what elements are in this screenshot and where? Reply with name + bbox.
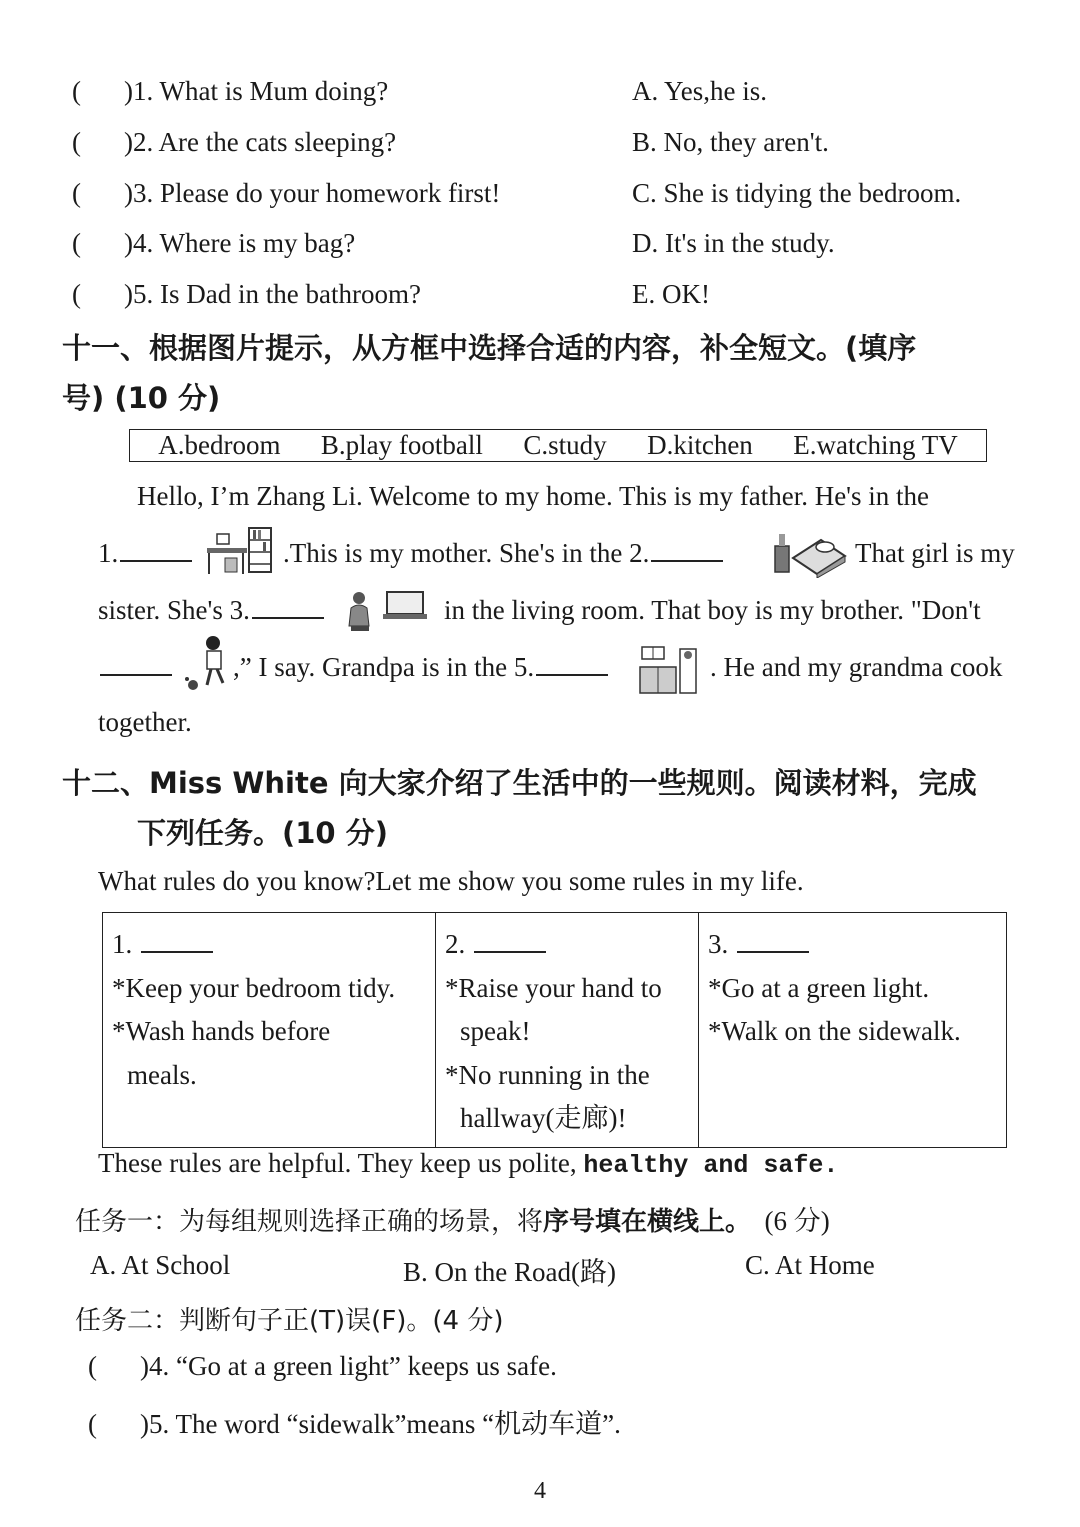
answer-option: E. OK! — [632, 279, 710, 309]
answer-blank[interactable] — [651, 559, 723, 562]
passage-line: in the living room. That boy is my brother. "Don't — [444, 595, 981, 625]
passage-line: .This is my mother. She's in the 2. — [283, 538, 725, 569]
question-row: ( )5. Is Dad in the bathroom? — [72, 279, 421, 309]
kitchen-icon — [638, 643, 700, 697]
question-text: 1. What is Mum doing? — [133, 76, 389, 106]
answer-option: D. It's in the study. — [632, 228, 835, 258]
answer-blank[interactable] — [474, 950, 546, 953]
rules-cell: 1. *Keep your bedroom tidy. *Wash hands before meals. — [103, 913, 436, 1148]
section-11-title: 十一、根据图片提示，从方框中选择合适的内容，补全短文。(填序 — [62, 331, 917, 365]
question-row: ( )4. Where is my bag? — [72, 228, 356, 258]
intro-text: What rules do you know?Let me show you some rules in my life. — [98, 866, 804, 896]
question-text: 3. Please do your homework first! — [133, 178, 501, 208]
answer-option: C. She is tidying the bedroom. — [632, 178, 962, 208]
rules-table — [102, 912, 1007, 1148]
scene-option: C. At Home — [745, 1250, 875, 1280]
word-box — [129, 429, 987, 462]
question-row: ( )1. What is Mum doing? — [72, 76, 389, 106]
passage-line: ,” I say. Grandpa is in the 5. — [233, 652, 610, 683]
section-12-title-cont: 下列任务。(10 分) — [137, 816, 388, 850]
football-player-icon — [183, 633, 233, 693]
page-number: 4 — [534, 1478, 546, 1504]
word-option: D.kitchen — [647, 430, 753, 460]
task-2: 任务二：判断句子正(T)误(F)。(4 分) — [75, 1306, 504, 1336]
question-text: 2. Are the cats sleeping? — [133, 127, 397, 157]
passage-line: sister. She's 3. — [98, 595, 326, 626]
helpful-text: These rules are helpful. They keep us polite, healthy and safe. — [98, 1148, 839, 1180]
study-icon — [203, 526, 275, 578]
question-text: 4. Where is my bag? — [133, 228, 356, 258]
passage-line: 1. — [98, 538, 194, 569]
answer-blank[interactable] — [536, 673, 608, 676]
answer-blank[interactable] — [737, 950, 809, 953]
word-option: A.bedroom — [158, 430, 281, 460]
watching-tv-icon — [345, 588, 427, 634]
tf-row: ( )4. “Go at a green light” keeps us safe. — [88, 1351, 557, 1381]
section-11-title-cont: 号) (10 分) — [62, 381, 221, 415]
passage-line: Hello, I’m Zhang Li. Welcome to my home. This is my father. He's in the — [137, 481, 930, 511]
passage-line: together. — [98, 707, 192, 737]
answer-option: A. Yes,he is. — [632, 76, 768, 106]
word-option: C.study — [523, 430, 607, 460]
bed-icon — [773, 530, 849, 578]
answer-blank[interactable] — [100, 673, 172, 676]
question-row: ( )3. Please do your homework first! — [72, 178, 501, 208]
answer-blank[interactable] — [252, 616, 324, 619]
question-text: 5. Is Dad in the bathroom? — [133, 279, 421, 309]
answer-blank[interactable] — [141, 950, 213, 953]
answer-blank[interactable] — [120, 559, 192, 562]
word-option: B.play football — [320, 430, 483, 460]
passage-line — [98, 652, 174, 683]
rules-cell: 3. *Go at a green light. *Walk on the sidewalk. — [699, 913, 1007, 1148]
question-row: ( )2. Are the cats sleeping? — [72, 127, 397, 157]
section-12-title: 十二、Miss White 向大家介绍了生活中的一些规则。阅读材料，完成 — [62, 766, 977, 800]
task-1: 任务一：为每组规则选择正确的场景，将序号填在横线上。 (6 分) — [75, 1206, 830, 1237]
scene-option: B. On the Road(路) — [403, 1257, 616, 1287]
word-option: E.watching TV — [793, 430, 958, 460]
scene-option: A. At School — [90, 1250, 231, 1280]
rules-cell: 2. *Raise your hand to speak! *No running in the hallway(走廊)! — [436, 913, 699, 1148]
tf-row: ( )5. The word “sidewalk”means “机动车道”. — [88, 1409, 621, 1439]
passage-line: . He and my grandma cook — [710, 652, 1003, 682]
passage-line: That girl is my — [855, 538, 1015, 568]
answer-option: B. No, they aren't. — [632, 127, 829, 157]
